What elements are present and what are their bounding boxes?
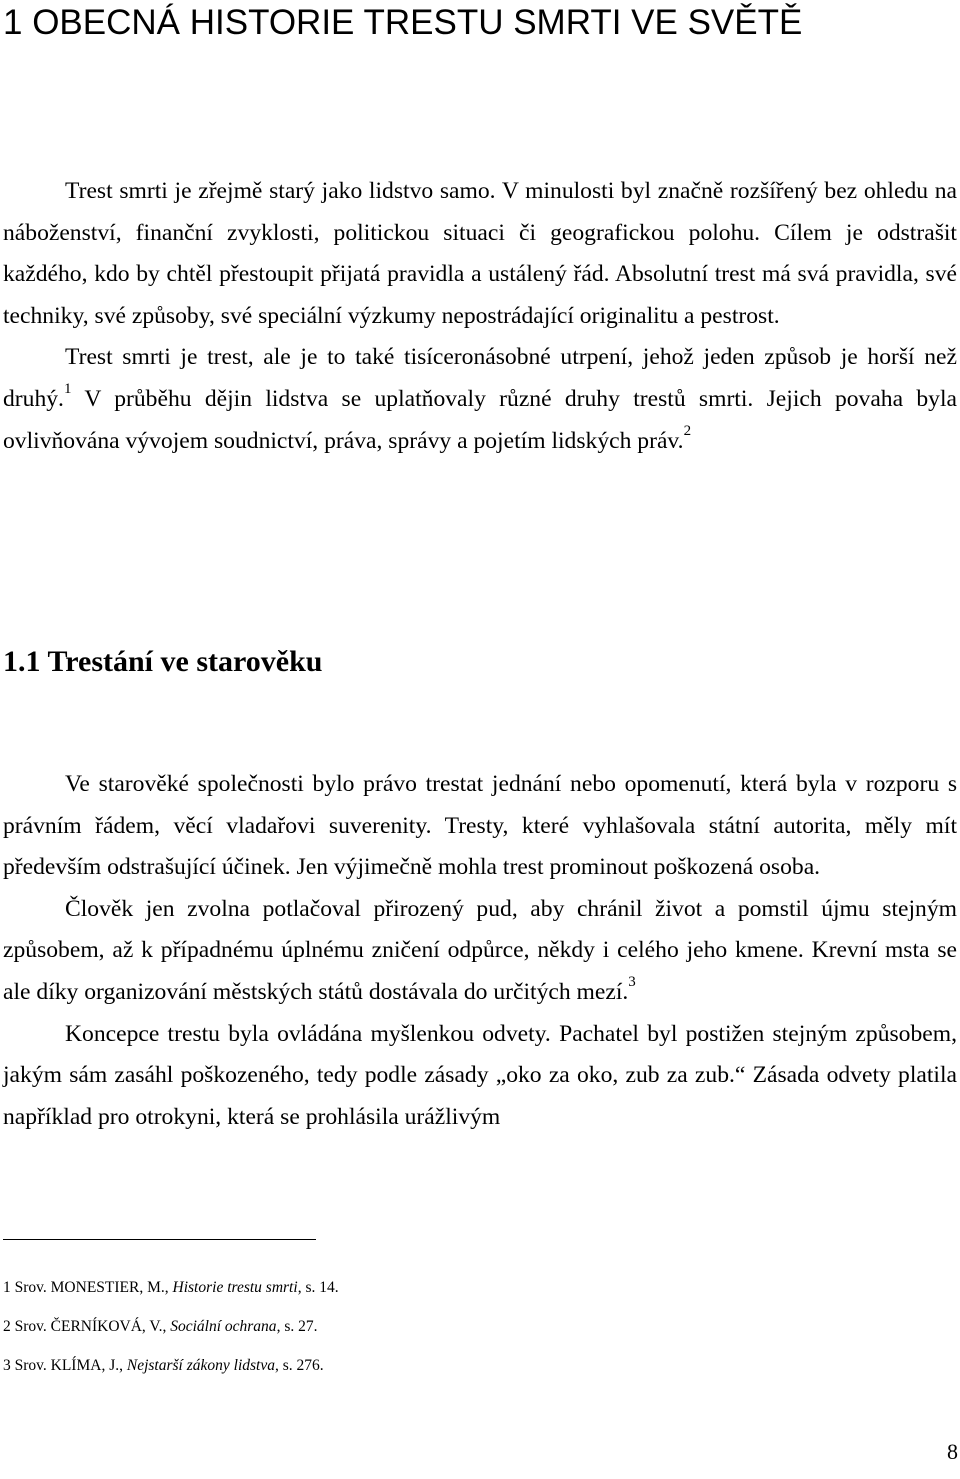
footnote-separator — [3, 1239, 316, 1240]
footnote-2-title: Sociální ochrana — [170, 1318, 277, 1335]
footnote-ref-3: 3 — [628, 973, 636, 990]
section-paragraph-2-text: Člověk jen zvolna potlačoval přirozený pud, aby chránil život a pomstil újmu stejným způsobem, až k případnému úplnému zničení odpůrce, někdy i celého jeho kmene. Krevní msta se ale díky organizování městských států dostávala do určitých mezí. — [3, 895, 957, 1005]
intro-paragraph-2-part-1: Trest smrti je trest, ale je to také tisíceronásobné utrpení, jehož jeden způsob je horší než druhý. — [3, 344, 957, 412]
footnote-2 — [3, 1315, 339, 1354]
section-paragraph-3: Koncepce trestu byla ovládána myšlenkou odvety. Pachatel byl postižen stejným způsobem, jakým sám zasáhl poškozeného, tedy podle zásady „oko za oko, zub za zub.“ Zásada odvety platila například pro otrokyni, která se prohlásila urážlivým — [3, 1020, 957, 1130]
footnote-1-prefix: 1 Srov. MONESTIER, M., — [3, 1279, 173, 1296]
intro-paragraph-2-part-2: V průběhu dějin lidstva se uplatňovaly různé druhy trestů smrti. Jejich povaha byla ovlivňována vývojem soudnictví, práva, správy a pojetím lidských práv. — [3, 385, 957, 454]
footnote-1 — [3, 1276, 339, 1315]
page-number: 8 — [947, 1439, 958, 1464]
chapter-title: 1 OBECNÁ HISTORIE TRESTU SMRTI VE SVĚTĚ — [3, 3, 803, 42]
footnote-ref-2: 2 — [683, 422, 692, 439]
intro-paragraph-1: Trest smrti je zřejmě starý jako lidstvo samo. V minulosti byl značně rozšířený bez ohledu na náboženství, finanční zvyklosti, politickou situaci či geografickou polohu. Cílem je odstrašit každého, kdo by chtěl přestoupit přijatá pravidla a ustálený řád. Absolutní trest má svá pravidla, své techniky, své způsoby, své speciální výzkumy nepostrádající originalitu a pestrost. — [3, 178, 957, 329]
footnote-2-prefix: 2 Srov. ČERNÍKOVÁ, V., — [3, 1318, 171, 1335]
footnote-3-title: Nejstarší zákony lidstva — [126, 1357, 275, 1374]
section-title: 1.1 Trestání ve starověku — [3, 645, 323, 678]
footnote-3-prefix: 3 Srov. KLÍMA, J., — [3, 1357, 127, 1374]
footnote-1-suffix: , s. 14. — [297, 1279, 339, 1296]
intro-text — [3, 171, 957, 462]
section-text — [3, 764, 957, 1138]
section-paragraph-2 — [3, 889, 957, 1014]
intro-paragraph-2 — [3, 337, 957, 462]
footnote-3-suffix: , s. 276. — [274, 1357, 324, 1374]
section-paragraph-1: Ve starověké společnosti bylo právo trestat jednání nebo opomenutí, která byla v rozporu s právním řádem, věcí vladařovi suverenity. Tresty, které vyhlašovala státní autorita, měly mít především odstrašující účinek. Jen výjimečně mohla trest prominout poškozená osoba. — [3, 771, 957, 881]
footnote-2-suffix: , s. 27. — [276, 1318, 318, 1335]
footnote-ref-1: 1 — [63, 380, 72, 397]
footnote-3 — [3, 1354, 339, 1393]
footnotes — [3, 1276, 339, 1393]
footnote-1-title: Historie trestu smrti — [172, 1279, 298, 1296]
